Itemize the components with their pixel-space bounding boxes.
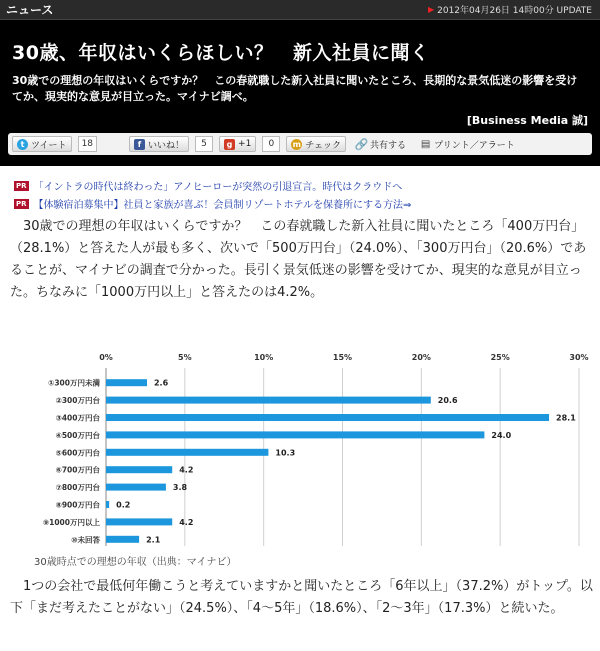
x-tick-label: 10% bbox=[254, 353, 274, 362]
data-label: 4.2 bbox=[179, 517, 194, 527]
x-tick-label: 5% bbox=[178, 353, 192, 362]
bar bbox=[106, 484, 166, 491]
category-label: ④500万円台 bbox=[55, 430, 100, 440]
bar bbox=[106, 431, 484, 438]
data-label: 3.8 bbox=[172, 483, 188, 493]
gplus-label: +1 bbox=[238, 139, 252, 149]
print-alert-button[interactable] bbox=[416, 136, 519, 152]
bar bbox=[106, 536, 139, 543]
bar bbox=[106, 449, 268, 456]
facebook-icon: f bbox=[134, 139, 145, 150]
share-label: 共有する bbox=[370, 140, 407, 151]
data-label: 28.1 bbox=[556, 413, 576, 423]
share-button[interactable] bbox=[352, 136, 410, 152]
category-label: ②300万円台 bbox=[55, 396, 100, 406]
salary-bar-chart bbox=[0, 346, 600, 546]
data-label: 24.0 bbox=[491, 430, 512, 440]
category-label: ①300万円未満 bbox=[47, 378, 100, 388]
google-plus-button[interactable] bbox=[219, 136, 256, 152]
category-bar bbox=[0, 0, 600, 20]
update-date: 2012年04月26日 14時00分 UPDATE bbox=[437, 6, 592, 16]
bar bbox=[106, 501, 109, 508]
category-label: ⑦800万円台 bbox=[55, 483, 100, 493]
print-label: プリント／アラート bbox=[434, 140, 515, 151]
page-title: 30歳、年収はいくらほしい？ 新入社員に聞く bbox=[12, 42, 430, 64]
bar bbox=[106, 379, 147, 386]
article-lead: 30歳での理想の年収はいくらですか？ この春就職した新入社員に聞いたところ、長期的な景気低迷の影響を受けてか、現実的な意見が目立った。マイナビ調べ。 bbox=[12, 74, 578, 103]
facebook-like-button[interactable] bbox=[129, 136, 189, 152]
category-label[interactable]: ニュース bbox=[6, 3, 54, 17]
pr-link-text[interactable]: 「イントラの時代は終わった」アノヒーローが突然の引退宣言。時代はクラウドへ bbox=[33, 182, 403, 193]
pr-link-2[interactable] bbox=[14, 196, 411, 211]
printer-icon: ▤ bbox=[420, 138, 431, 150]
chart-caption: 30歳時点での理想の年収（出典：マイナビ） bbox=[34, 557, 237, 568]
dateline bbox=[428, 3, 592, 16]
article-header bbox=[0, 0, 600, 166]
like-label: いいね！ bbox=[148, 140, 185, 151]
x-tick-label: 15% bbox=[332, 353, 353, 362]
pr-link-text[interactable]: 【体験宿泊募集中】社員と家族が喜ぶ！会員制リゾートホテルを保養所にする方法⇒ bbox=[33, 200, 412, 211]
category-label: ⑩未回答 bbox=[71, 535, 100, 545]
like-count: 5 bbox=[195, 136, 213, 152]
data-label: 0.2 bbox=[116, 500, 131, 510]
mixi-check-icon: m bbox=[292, 139, 301, 149]
data-label: 4.2 bbox=[179, 465, 194, 475]
check-button[interactable] bbox=[286, 136, 346, 152]
x-tick-label: 20% bbox=[411, 353, 431, 362]
x-tick-label: 30% bbox=[569, 353, 589, 362]
article-paragraph-1: 30歳での理想の年収はいくらですか？ この春就職した新入社員に聞いたところ「400万円台」（28.1%）と答えた人が最も多く、次いで「500万円台」（24.0%）、「300万円台」（20.6%）であることが、マイナビの調査で分かった。長引く景気低迷の影響を受けてか、現実的な意見が目立った。ちなみに「1000万円以上」と答えたのは4.2%。 bbox=[10, 219, 587, 300]
x-tick-label: 25% bbox=[490, 353, 510, 362]
category-label: ⑥700万円台 bbox=[55, 465, 100, 475]
link-icon: 🔗 bbox=[354, 137, 369, 151]
bar bbox=[106, 518, 172, 525]
category-label: ⑤600万円台 bbox=[55, 448, 100, 458]
x-tick-label: 0% bbox=[99, 353, 113, 362]
tweet-label: ツイート bbox=[31, 140, 67, 151]
pr-badge: PR bbox=[16, 181, 27, 190]
category-label: ③400万円台 bbox=[55, 413, 100, 423]
bar bbox=[106, 466, 172, 473]
pr-badge: PR bbox=[16, 199, 27, 208]
article-source: [Business Media 誠] bbox=[466, 114, 588, 127]
pr-link-1[interactable] bbox=[14, 178, 402, 193]
bar bbox=[106, 414, 549, 421]
triangle-icon: ▶ bbox=[427, 5, 435, 14]
twitter-icon: t bbox=[17, 139, 28, 150]
tweet-button[interactable] bbox=[12, 136, 72, 152]
category-label: ⑧900万円台 bbox=[55, 500, 100, 510]
data-label: 10.3 bbox=[275, 448, 296, 458]
check-label: チェック bbox=[305, 140, 342, 151]
article-paragraph-2: 1つの会社で最低何年働こうと考えていますかと聞いたところ「6年以上」（37.2%）がトップ。以下「まだ考えたことがない」（24.5%）、「4～5年」（18.6%）、「2～3年」（17.3%）と続いた。 bbox=[10, 579, 593, 616]
google-plus-icon: g bbox=[224, 139, 235, 150]
data-label: 2.6 bbox=[153, 378, 169, 388]
bar bbox=[106, 397, 431, 404]
gplus-count: 0 bbox=[262, 136, 280, 152]
category-label: ⑨1000万円以上 bbox=[42, 517, 100, 527]
data-label: 20.6 bbox=[437, 396, 458, 406]
tweet-count: 18 bbox=[78, 136, 97, 152]
data-label: 2.1 bbox=[146, 535, 161, 545]
share-bar bbox=[8, 133, 592, 155]
